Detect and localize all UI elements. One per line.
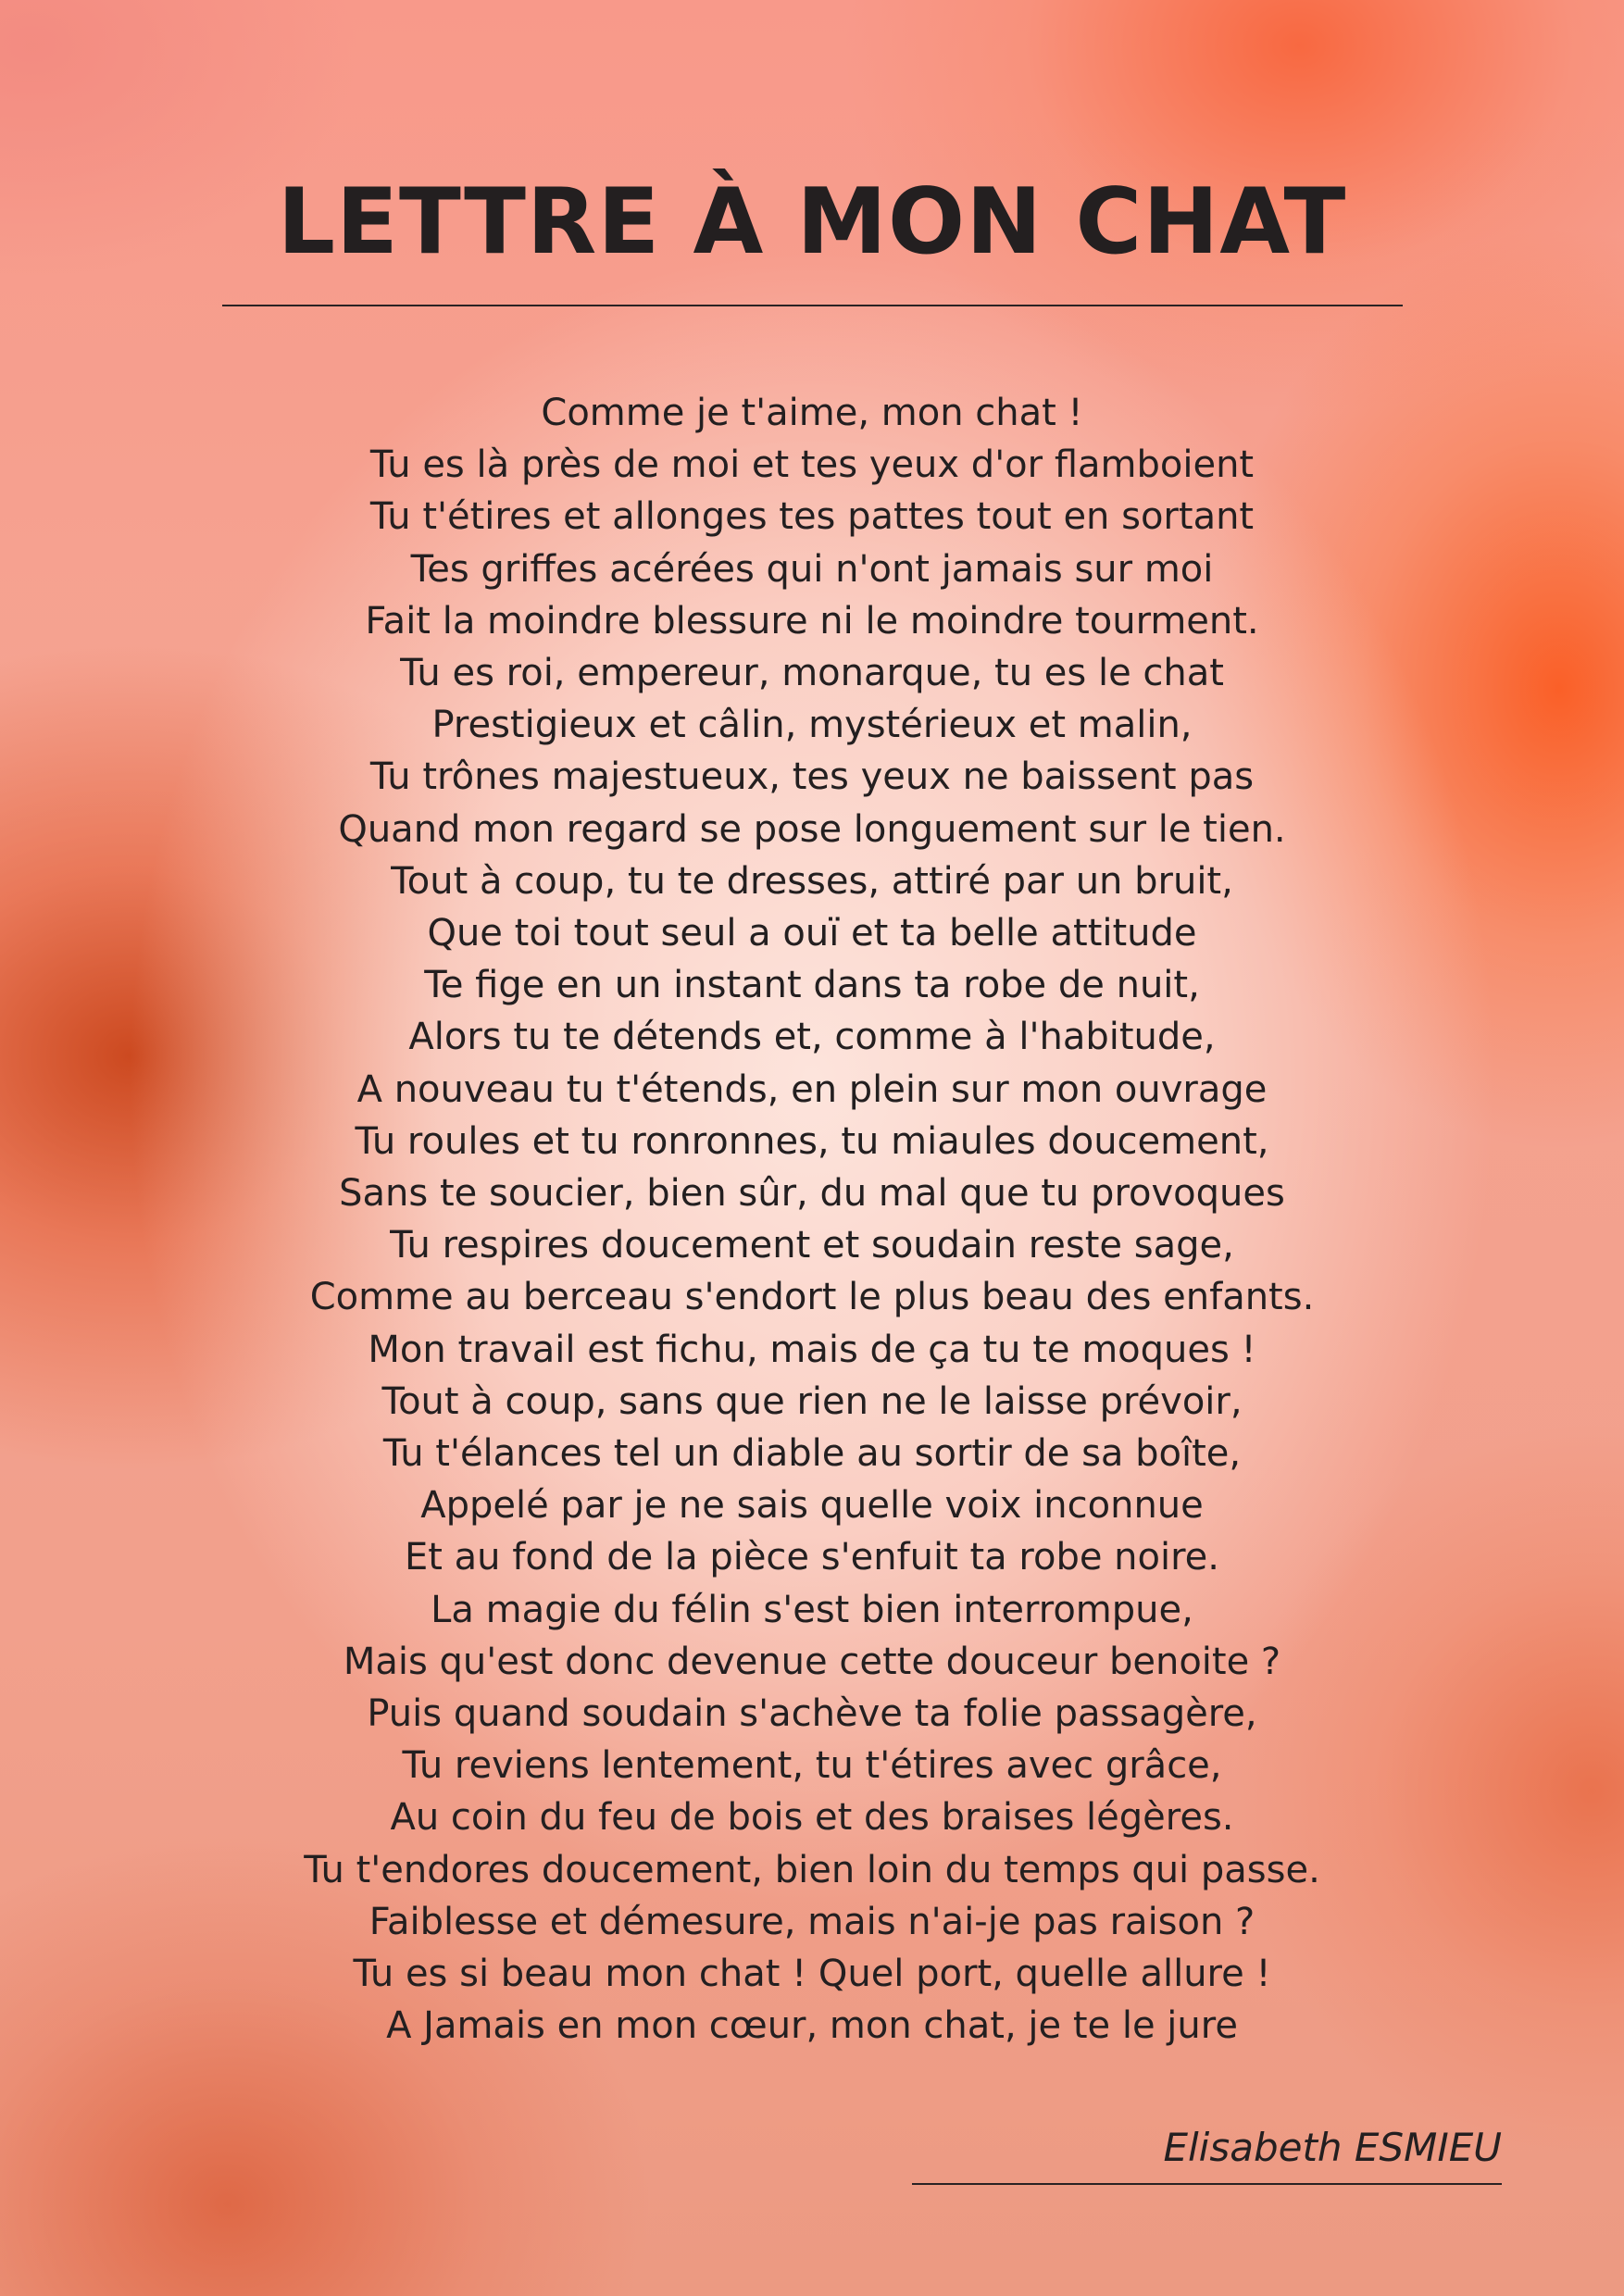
poem-line: Alors tu te détends et, comme à l'habitude, [408, 1016, 1216, 1059]
poem-line: Puis quand soudain s'achève ta folie passagère, [367, 1692, 1257, 1736]
poem-line: La magie du félin s'est bien interrompue, [431, 1588, 1193, 1631]
poem-line: Tu es roi, empereur, monarque, tu es le chat [400, 652, 1224, 695]
title-divider [222, 305, 1403, 306]
poem-line: Mon travail est fichu, mais de ça tu te moques ! [368, 1328, 1256, 1371]
poem-line: Mais qu'est donc devenue cette douceur benoite ? [343, 1640, 1281, 1683]
poem-line: Tu es si beau mon chat ! Quel port, quelle allure ! [353, 1953, 1271, 1996]
poem-line: A nouveau tu t'étends, en plein sur mon ouvrage [356, 1067, 1268, 1111]
poem-line: Tu respires doucement et soudain reste sage, [390, 1224, 1234, 1267]
poem-line: Tu t'étires et allonges tes pattes tout en sortant [369, 495, 1255, 539]
poem-line: Tout à coup, tu te dresses, attiré par un bruit, [391, 859, 1233, 903]
poem-title: LETTRE À MON CHAT [277, 169, 1347, 275]
poem-line: Tu trônes majestueux, tes yeux ne baissent pas [369, 755, 1255, 799]
poem-line: Tout à coup, sans que rien ne le laisse prévoir, [381, 1379, 1243, 1423]
poem-line: Prestigieux et câlin, mystérieux et malin, [431, 704, 1193, 747]
poem-line: Comme au berceau s'endort le plus beau des enfants. [309, 1276, 1315, 1319]
author-signature: Elisabeth ESMIEU [1163, 2125, 1502, 2170]
poem-line: Au coin du feu de bois et des braises légères. [390, 1796, 1234, 1840]
poem-line: Tu reviens lentement, tu t'étires avec grâce, [402, 1744, 1222, 1788]
poem-body [0, 387, 1624, 2053]
poem-line: Que toi tout seul a ouï et ta belle attitude [427, 912, 1197, 955]
poem-line: A Jamais en mon cœur, mon chat, je te le jure [386, 2004, 1238, 2048]
poem-line: Sans te soucier, bien sûr, du mal que tu provoques [339, 1172, 1285, 1216]
poem-line: Tu t'élances tel un diable au sortir de sa boîte, [382, 1432, 1242, 1476]
poem-line: Faiblesse et démesure, mais n'ai-je pas raison ? [369, 1900, 1255, 1943]
poem-line: Et au fond de la pièce s'enfuit ta robe noire. [405, 1536, 1219, 1579]
poem-line: Tu roules et tu ronronnes, tu miaules doucement, [355, 1119, 1269, 1163]
poem-line: Quand mon regard se pose longuement sur le tien. [338, 807, 1286, 851]
signature-divider [912, 2183, 1502, 2185]
poem-line: Comme je t'aime, mon chat ! [541, 392, 1083, 434]
poem-line: Te fige en un instant dans ta robe de nuit, [424, 964, 1200, 1007]
poem-line: Fait la moindre blessure ni le moindre tourment. [365, 599, 1259, 643]
poem-line: Tu t'endores doucement, bien loin du temps qui passe. [304, 1848, 1320, 1891]
poem-line: Tu es là près de moi et tes yeux d'or flamboient [369, 443, 1255, 487]
poem-line: Tes griffes acérées qui n'ont jamais sur moi [410, 547, 1214, 591]
poem-line: Appelé par je ne sais quelle voix inconnue [420, 1484, 1204, 1528]
